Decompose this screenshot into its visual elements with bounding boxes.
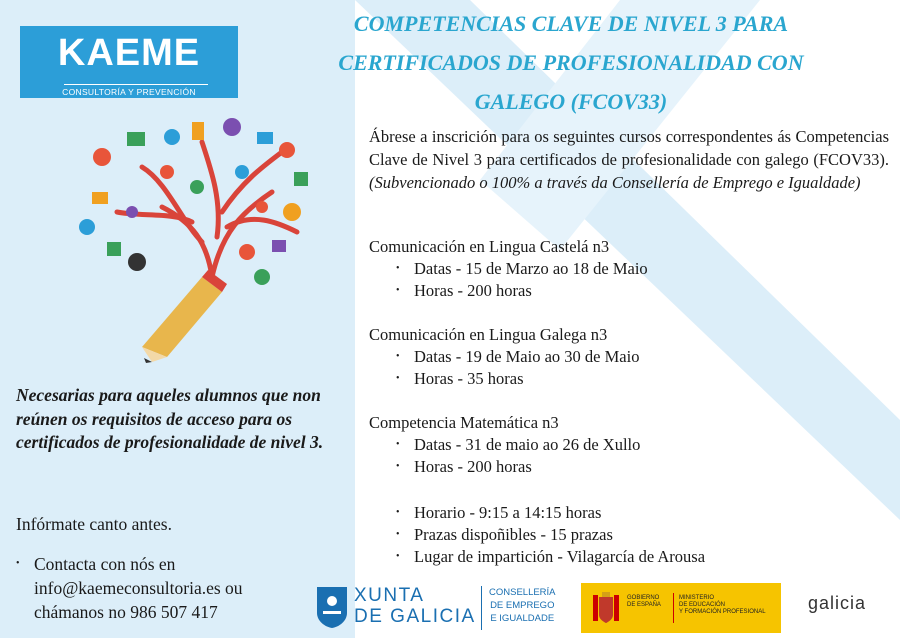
bullet-icon: • (396, 507, 400, 518)
intro-subsidy-note: (Subvencionado o 100% a través da Consellería de Emprego e Igualdade) (369, 173, 861, 192)
title-line: COMPETENCIAS CLAVE DE NIVEL 3 PARA (353, 11, 789, 36)
sponsor-footer (313, 583, 900, 638)
contact-line: Contacta con nós en (34, 554, 176, 574)
course-dates (396, 258, 648, 280)
course-block-castela (369, 236, 648, 302)
footer-divider (481, 586, 482, 630)
gob-line: DE ESPAÑA (627, 602, 661, 608)
kaeme-logo (20, 26, 238, 98)
bullet-icon: • (396, 529, 400, 540)
places-item (396, 524, 705, 546)
course-block-matematica (369, 412, 640, 478)
pencil-tree-illustration (72, 112, 312, 364)
bullet-icon: • (396, 461, 400, 472)
min-line: DE EDUCACIÓN (679, 602, 726, 608)
bullet-icon: • (396, 263, 400, 274)
course-dates-text: Datas - 19 de Maio ao 30 de Maio (414, 347, 640, 366)
xunta-shield-icon (315, 585, 349, 629)
conselleria-logo-text (489, 586, 556, 625)
spain-divider (673, 593, 674, 623)
course-dates (396, 346, 639, 368)
contact-item (16, 552, 243, 576)
min-line: MINISTERIO (679, 595, 715, 601)
xunta-logo-text (354, 585, 476, 627)
gobierno-text (627, 595, 661, 609)
bullet-icon: • (396, 285, 400, 296)
spain-coat-of-arms-icon (591, 591, 621, 625)
bullet-icon: • (396, 551, 400, 562)
course-hours (396, 280, 648, 302)
bullet-icon: • (396, 351, 400, 362)
logo-divider (64, 84, 208, 85)
course-dates (396, 434, 640, 456)
xunta-line: DE GALICIA (354, 606, 476, 627)
course-title: Comunicación en Lingua Castelá n3 (369, 237, 610, 256)
education-icons (79, 118, 308, 285)
course-dates-text: Datas - 15 de Marzo ao 18 de Maio (414, 259, 648, 278)
course-hours-text: Horas - 200 horas (414, 281, 532, 300)
bullet-icon: • (396, 373, 400, 384)
gobierno-espana-logo (581, 583, 781, 633)
requirements-note: Necesarias para aqueles alumnos que non reúnen os requisitos de acceso para os certificados de profesionalidade de nivel 3. (16, 385, 324, 452)
course-hours (396, 368, 639, 390)
logo-tagline: CONSULTORÍA Y PREVENCIÓN (62, 87, 196, 97)
contact-phone[interactable]: chámanos no 986 507 417 (34, 602, 218, 622)
contact-block (16, 552, 243, 624)
course-block-galega (369, 324, 639, 390)
conselleria-line: DE EMPREGO (490, 600, 555, 611)
places-text: Prazas dispoñibles - 15 prazas (414, 525, 613, 544)
intro-text: Ábrese a inscrición para os seguintes cursos correspondentes ás Competencias Clave de Nivel 3 para certificados de profesionalidade con galego (FCOV33). (369, 127, 889, 169)
course-title: Comunicación en Lingua Galega n3 (369, 325, 608, 344)
bullet-icon: • (16, 558, 20, 569)
course-dates-text: Datas - 31 de maio ao 26 de Xullo (414, 435, 641, 454)
course-hours-text: Horas - 200 horas (414, 457, 532, 476)
schedule-item (396, 502, 705, 524)
course-hours-text: Horas - 35 horas (414, 369, 524, 388)
location-item (396, 546, 705, 568)
bullet-icon: • (396, 439, 400, 450)
ministerio-text (679, 595, 766, 616)
page-title (262, 4, 880, 121)
title-line: GALEGO (FCOV33) (474, 89, 668, 114)
min-line: Y FORMACIÓN PROFESIONAL (679, 609, 766, 615)
galicia-brand-logo: galicia (808, 593, 867, 613)
course-hours (396, 456, 640, 478)
gob-line: GOBIERNO (627, 595, 660, 601)
xunta-line: XUNTA (354, 585, 425, 606)
pencil-icon (142, 270, 227, 363)
location-text: Lugar de impartición - Vilagarcía de Arousa (414, 547, 706, 566)
course-title: Competencia Matemática n3 (369, 413, 559, 432)
contact-email[interactable]: info@kaemeconsultoria.es ou (34, 578, 243, 598)
logo-name: KAEME (57, 32, 201, 74)
conselleria-line: CONSELLERÍA (489, 587, 556, 598)
general-info-block (369, 502, 705, 568)
intro-paragraph (369, 125, 889, 194)
inform-text: Infórmate canto antes. (16, 514, 172, 534)
schedule-text: Horario - 9:15 a 14:15 horas (414, 503, 602, 522)
title-line: CERTIFICADOS DE PROFESIONALIDAD CON (338, 50, 804, 75)
conselleria-line: E IGUALDADE (490, 613, 555, 624)
